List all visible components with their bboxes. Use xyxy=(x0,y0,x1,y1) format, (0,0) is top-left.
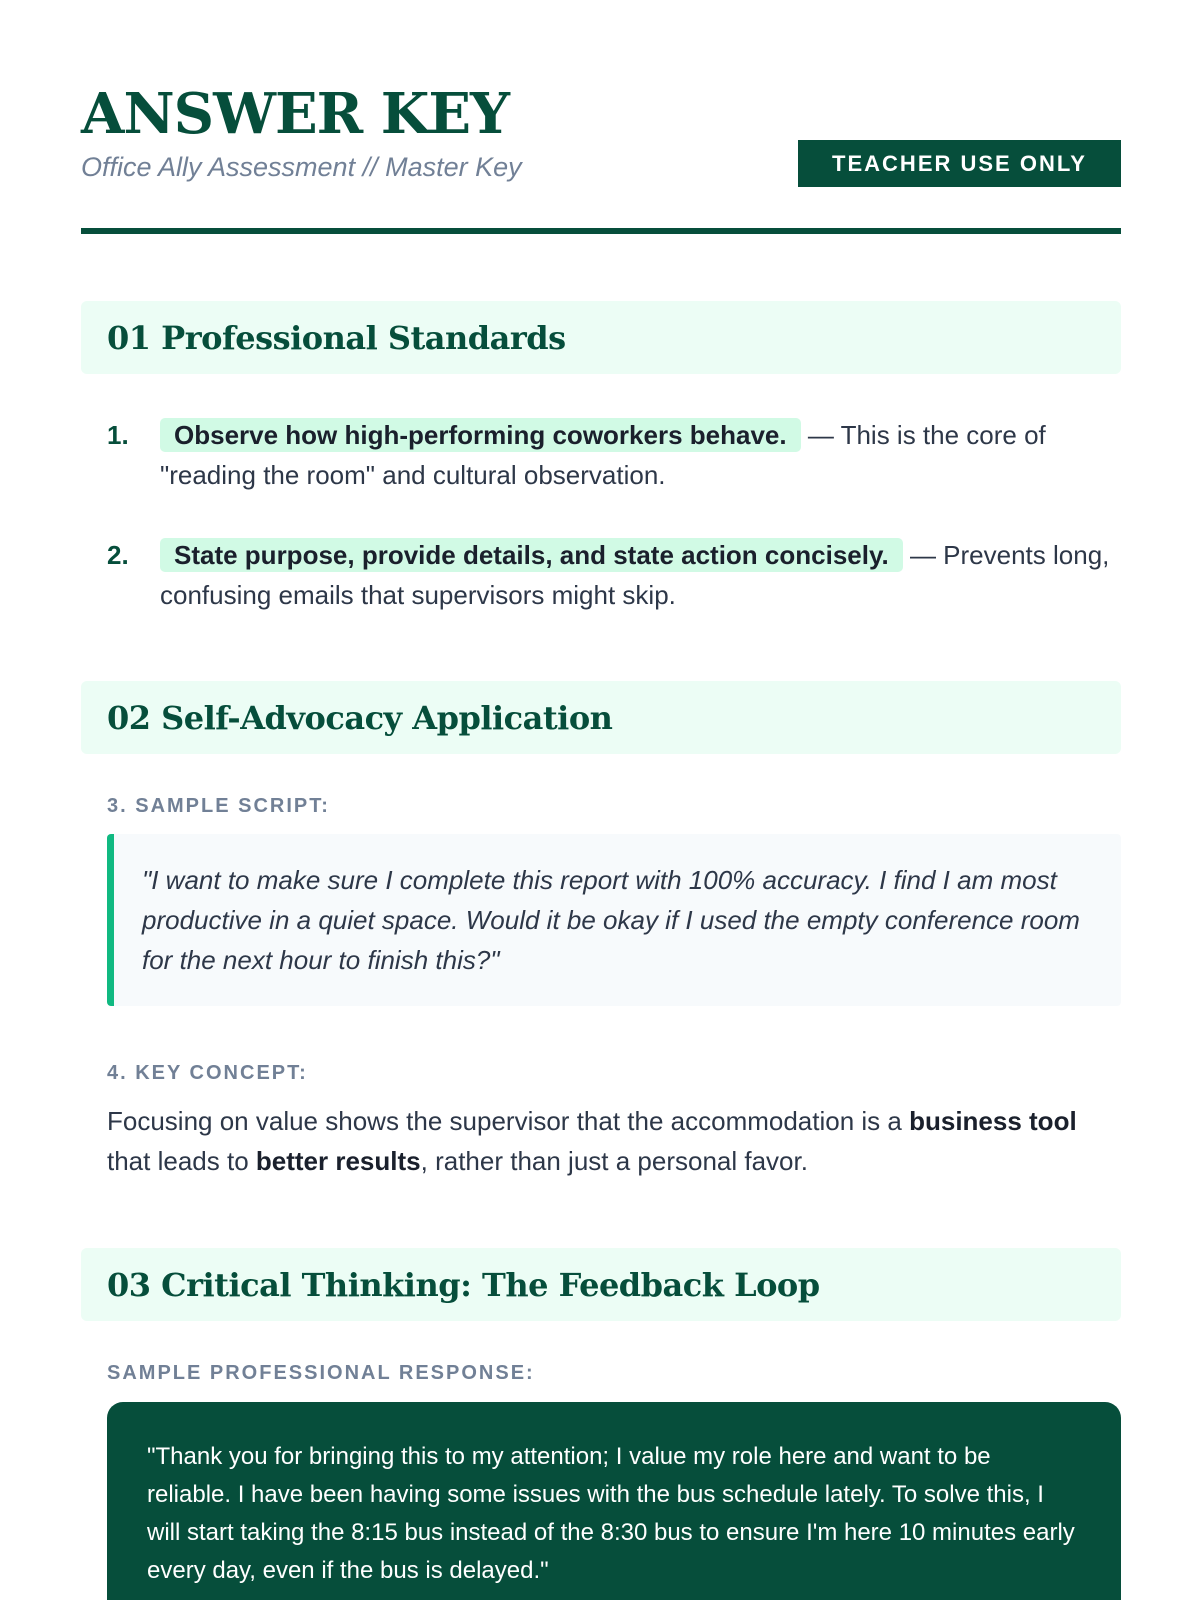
answer-explanation: — Prevents long, confusing emails that supervisors might skip. xyxy=(160,540,1110,610)
answer-item-1 xyxy=(81,415,1121,495)
answer-highlight: State purpose, provide details, and state action concisely. xyxy=(160,538,903,572)
answer-body xyxy=(160,415,1121,495)
section-title: 01 Professional Standards xyxy=(107,318,566,357)
section-title: 02 Self-Advocacy Application xyxy=(107,698,613,737)
answer-body xyxy=(160,535,1121,615)
concept-text-part: that leads to xyxy=(107,1146,256,1176)
section-header-professional-standards xyxy=(81,301,1121,374)
concept-text-part: , rather than just a personal favor. xyxy=(420,1146,808,1176)
sample-response-label: SAMPLE PROFESSIONAL RESPONSE: xyxy=(107,1362,535,1384)
answer-explanation: — This is the core of "reading the room" and cultural observation. xyxy=(160,420,1046,490)
concept-bold-business-tool: business tool xyxy=(909,1106,1077,1136)
section-header-critical-thinking xyxy=(81,1248,1121,1321)
key-concept-text xyxy=(107,1101,1121,1181)
section-title: 03 Critical Thinking: The Feedback Loop xyxy=(107,1265,820,1304)
sample-script-label: 3. SAMPLE SCRIPT: xyxy=(107,795,330,817)
answer-item-2 xyxy=(81,535,1121,615)
answer-highlight: Observe how high-performing coworkers behave. xyxy=(160,418,801,452)
answer-number: 1. xyxy=(107,420,129,450)
answer-number: 2. xyxy=(107,540,129,570)
page-header xyxy=(81,0,1121,234)
concept-text-part: Focusing on value shows the supervisor that the accommodation is a xyxy=(107,1106,910,1136)
page-title: ANSWER KEY xyxy=(81,81,510,147)
page-subtitle: Office Ally Assessment // Master Key xyxy=(81,152,522,182)
concept-bold-better-results: better results xyxy=(255,1146,421,1176)
sample-response-box: "Thank you for bringing this to my attention; I value my role here and want to be reliable. I have been having some issues with the bus schedule lately. To solve this, I will start taking the 8:15 bus instead of the 8:30 bus to ensure I'm here 10 minutes early every day, even if the bus is delayed." xyxy=(107,1402,1121,1600)
sample-script-quote: "I want to make sure I complete this report with 100% accuracy. I find I am most productive in a quiet space. Would it be okay if I used the empty conference room for the next hour to finish this?" xyxy=(107,834,1121,1006)
teacher-use-badge: TEACHER USE ONLY xyxy=(798,140,1121,187)
section-header-self-advocacy xyxy=(81,681,1121,754)
answer-key-page xyxy=(81,0,1121,1584)
key-concept-label: 4. KEY CONCEPT: xyxy=(107,1062,308,1084)
